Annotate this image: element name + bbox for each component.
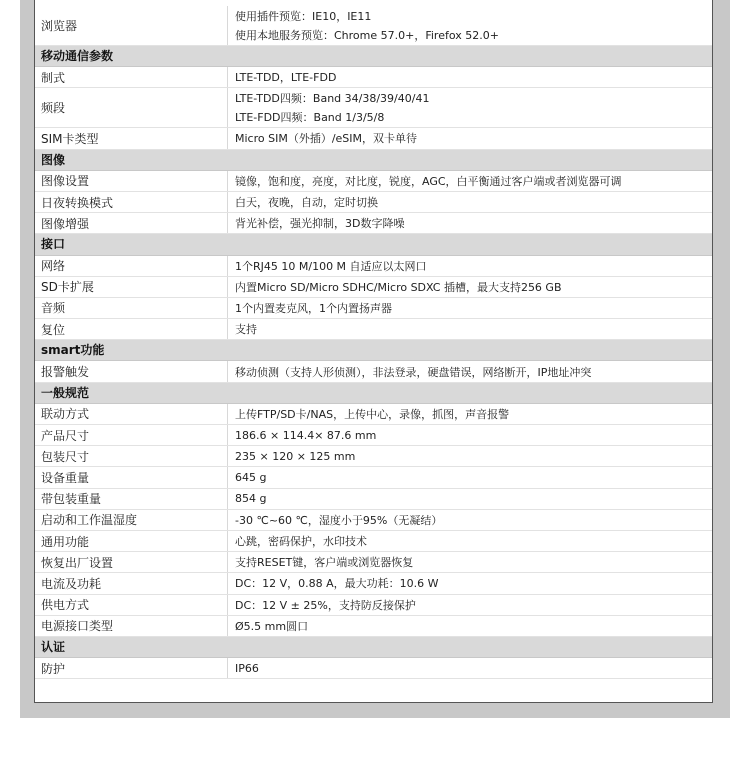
spec-label: 网络: [35, 256, 228, 276]
spec-label: 图像增强: [35, 213, 228, 233]
spec-value: 支持RESET键，客户端或浏览器恢复: [235, 556, 414, 570]
spec-table: [35, 6, 712, 679]
spec-label: 电源接口类型: [35, 616, 228, 636]
spec-row-weight: [35, 467, 712, 488]
section-header-cert: [35, 637, 712, 658]
spec-value-line: 使用插件预览：IE10，IE11: [235, 9, 372, 23]
spec-value: LTE-TDD，LTE-FDD: [235, 71, 337, 85]
spec-label: 报警触发: [35, 361, 228, 381]
spec-row-daynight: [35, 192, 712, 213]
spec-value: 白天，夜晚，自动，定时切换: [235, 196, 378, 210]
spec-label: SD卡扩展: [35, 277, 228, 297]
spec-value: 1个RJ45 10 M/100 M 自适应以太网口: [235, 259, 427, 273]
section-header-mobile: [35, 46, 712, 67]
spec-row-band: [35, 88, 712, 128]
spec-row-alarm: [35, 361, 712, 382]
spec-label: 电流及功耗: [35, 573, 228, 593]
spec-value: 上传FTP/SD卡/NAS，上传中心，录像，抓图，声音报警: [235, 407, 510, 421]
spec-row-network: [35, 256, 712, 277]
spec-row-protection: [35, 658, 712, 679]
spec-label: SIM卡类型: [35, 128, 228, 148]
section-title: 一般规范: [41, 385, 90, 400]
spec-value: -30 ℃~60 ℃，湿度小于95%（无凝结）: [235, 513, 443, 527]
spec-value: 支持: [235, 323, 257, 337]
spec-value-line: 使用本地服务预览：Chrome 57.0+，Firefox 52.0+: [235, 28, 499, 42]
spec-value: 镜像，饱和度，亮度，对比度，锐度，AGC，白平衡通过客户端或者浏览器可调: [235, 174, 622, 188]
spec-row-size: [35, 425, 712, 446]
spec-value-line: LTE-FDD四频：Band 1/3/5/8: [235, 110, 385, 124]
spec-row-sim: [35, 128, 712, 149]
spec-row-linkage: [35, 404, 712, 425]
spec-row-connector: [35, 616, 712, 637]
spec-label: 防护: [35, 658, 228, 678]
spec-label: 制式: [35, 67, 228, 87]
section-title: 认证: [41, 639, 66, 654]
section-title: 接口: [41, 237, 66, 252]
spec-row-sd: [35, 277, 712, 298]
spec-value: 235 × 120 × 125 mm: [235, 449, 356, 463]
spec-row-reset: [35, 319, 712, 340]
spec-value: [228, 88, 712, 127]
spec-label: 频段: [35, 88, 228, 127]
spec-label: 日夜转换模式: [35, 192, 228, 212]
section-header-interface: [35, 234, 712, 255]
spec-row-package: [35, 446, 712, 467]
spec-label: 恢复出厂设置: [35, 552, 228, 572]
spec-value: 背光补偿，强光抑制，3D数字降噪: [235, 217, 405, 231]
spec-value: 移动侦测（支持人形侦测），非法登录，硬盘错误，网络断开，IP地址冲突: [235, 365, 592, 379]
spec-label: 产品尺寸: [35, 425, 228, 445]
spec-label: 供电方式: [35, 595, 228, 615]
spec-value: 1个内置麦克风，1个内置扬声器: [235, 301, 392, 315]
spec-label: 通用功能: [35, 531, 228, 551]
spec-row-supply: [35, 595, 712, 616]
section-title: 图像: [41, 152, 66, 167]
spec-row-browser: [35, 6, 712, 46]
spec-value: 内置Micro SD/Micro SDHC/Micro SDXC 插槽，最大支持256 GB: [235, 280, 562, 294]
spec-label: 包装尺寸: [35, 446, 228, 466]
spec-value: DC：12 V，0.88 A，最大功耗：10.6 W: [235, 577, 439, 591]
spec-row-image-settings: [35, 171, 712, 192]
spec-sheet: [34, 0, 713, 703]
spec-row-standard: [35, 67, 712, 88]
section-header-smart: [35, 340, 712, 361]
spec-label: 音频: [35, 298, 228, 318]
spec-label: 启动和工作温湿度: [35, 510, 228, 530]
spec-label: 图像设置: [35, 171, 228, 191]
spec-label: 复位: [35, 319, 228, 339]
section-title: 移动通信参数: [41, 49, 114, 63]
spec-label: 联动方式: [35, 404, 228, 424]
spec-label: 浏览器: [35, 6, 228, 45]
spec-value: Micro SIM（外插）/eSIM，双卡单待: [235, 132, 418, 146]
section-header-general: [35, 383, 712, 404]
spec-row-audio: [35, 298, 712, 319]
spec-row-factory-reset: [35, 552, 712, 573]
spec-value: 心跳，密码保护，水印技术: [235, 535, 367, 549]
section-header-image: [35, 150, 712, 171]
spec-value: 645 g: [235, 470, 267, 484]
spec-value: 186.6 × 114.4× 87.6 mm: [235, 428, 377, 442]
section-title: smart功能: [41, 343, 105, 358]
spec-row-enhance: [35, 213, 712, 234]
spec-row-power: [35, 573, 712, 594]
spec-value: IP66: [235, 661, 259, 675]
spec-row-gross-weight: [35, 489, 712, 510]
spec-value: 854 g: [235, 492, 267, 506]
spec-value-line: LTE-TDD四频：Band 34/38/39/40/41: [235, 91, 430, 105]
spec-value: Ø5.5 mm圆口: [235, 619, 309, 633]
spec-row-common: [35, 531, 712, 552]
spec-value: DC：12 V ± 25%，支持防反接保护: [235, 598, 416, 612]
spec-row-environment: [35, 510, 712, 531]
spec-label: 带包装重量: [35, 489, 228, 509]
spec-value: [228, 6, 712, 45]
spec-label: 设备重量: [35, 467, 228, 487]
